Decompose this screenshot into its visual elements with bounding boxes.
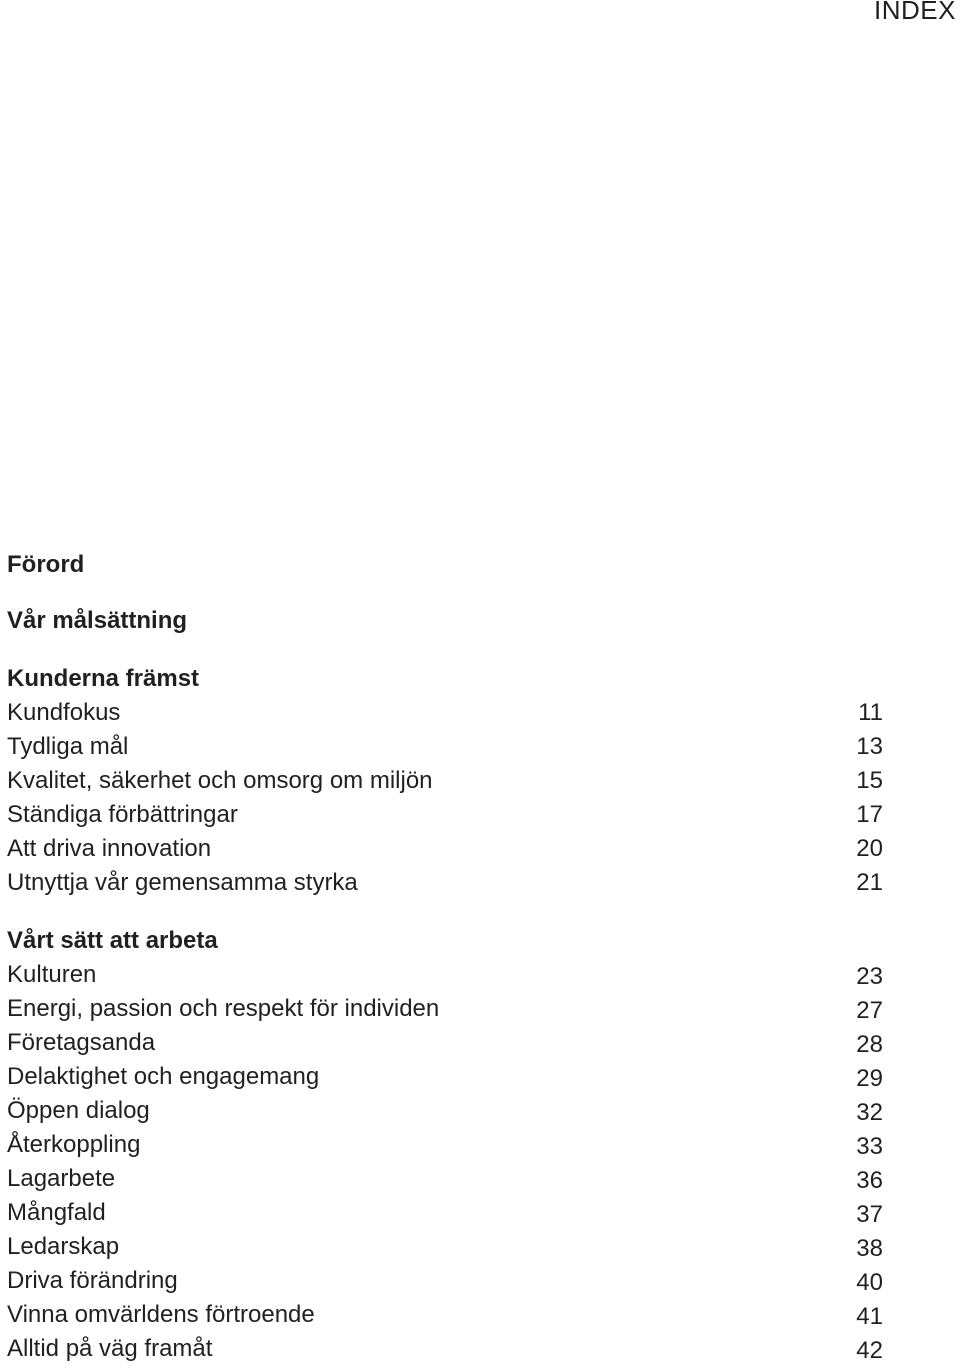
toc-entry-title: Driva förändring xyxy=(7,1267,178,1294)
toc-entry-page-number: 20 xyxy=(856,835,883,862)
toc-entry[interactable] xyxy=(7,1060,883,1094)
toc-entry-title: Kundfokus xyxy=(7,699,121,726)
toc-entry[interactable] xyxy=(7,1230,883,1264)
toc-entry[interactable] xyxy=(7,696,883,730)
toc-entry-title: Delaktighet och engagemang xyxy=(7,1063,320,1090)
table-of-contents xyxy=(7,548,883,1366)
toc-entry[interactable] xyxy=(7,992,883,1026)
toc-entry[interactable] xyxy=(7,832,883,866)
toc-entry-page-number: 23 xyxy=(856,963,883,990)
toc-entry-page-number: 32 xyxy=(856,1099,883,1126)
toc-entry-title: Öppen dialog xyxy=(7,1097,150,1124)
toc-entry-title: Utnyttja vår gemensamma styrka xyxy=(7,869,358,896)
toc-entry-title: Energi, passion och respekt för individen xyxy=(7,995,440,1022)
toc-entry-page-number: 27 xyxy=(856,997,883,1024)
toc-entry-title: Kvalitet, säkerhet och omsorg om miljön xyxy=(7,767,433,794)
toc-entry[interactable] xyxy=(7,730,883,764)
toc-entry-page-number: 41 xyxy=(856,1303,883,1330)
toc-entry[interactable] xyxy=(7,866,883,900)
toc-entry-title: Återkoppling xyxy=(7,1131,141,1158)
toc-entry-list xyxy=(7,958,883,1366)
toc-section-kunderna xyxy=(7,662,883,900)
page-header-title: INDEX xyxy=(874,0,956,25)
toc-entry-title: Tydliga mål xyxy=(7,733,129,760)
toc-entry-page-number: 21 xyxy=(856,869,883,896)
toc-section-heading[interactable]: Vårt sätt att arbeta xyxy=(7,927,218,954)
toc-entry[interactable] xyxy=(7,1298,883,1332)
toc-entry-title: Kulturen xyxy=(7,961,97,988)
toc-entry[interactable] xyxy=(7,958,883,992)
toc-entry-page-number: 38 xyxy=(856,1235,883,1262)
toc-entry-list xyxy=(7,696,883,900)
toc-entry[interactable] xyxy=(7,798,883,832)
toc-entry-page-number: 36 xyxy=(856,1167,883,1194)
toc-entry[interactable] xyxy=(7,764,883,798)
toc-entry-page-number: 40 xyxy=(856,1269,883,1296)
toc-entry-page-number: 28 xyxy=(856,1031,883,1058)
toc-entry[interactable] xyxy=(7,1162,883,1196)
toc-entry-title: Mångfald xyxy=(7,1199,106,1226)
toc-heading-forord[interactable]: Förord xyxy=(7,551,85,578)
toc-entry[interactable] xyxy=(7,1196,883,1230)
toc-entry-page-number: 42 xyxy=(856,1337,883,1364)
toc-entry-title: Alltid på väg framåt xyxy=(7,1335,213,1362)
toc-entry-page-number: 11 xyxy=(858,699,883,726)
toc-entry-page-number: 17 xyxy=(856,801,883,828)
toc-entry-title: Ständiga förbättringar xyxy=(7,801,238,828)
toc-entry[interactable] xyxy=(7,1128,883,1162)
toc-entry-page-number: 15 xyxy=(856,767,883,794)
toc-entry[interactable] xyxy=(7,1264,883,1298)
toc-section-heading[interactable]: Kunderna främst xyxy=(7,665,200,692)
toc-entry-page-number: 13 xyxy=(856,733,883,760)
toc-entry[interactable] xyxy=(7,1332,883,1366)
toc-entry[interactable] xyxy=(7,1026,883,1060)
toc-entry-page-number: 33 xyxy=(856,1133,883,1160)
toc-section-arbeta xyxy=(7,924,883,1366)
toc-entry-page-number: 29 xyxy=(856,1065,883,1092)
toc-entry-title: Företagsanda xyxy=(7,1029,156,1056)
toc-entry-title: Ledarskap xyxy=(7,1233,120,1260)
toc-entry-page-number: 37 xyxy=(856,1201,883,1228)
toc-heading-malsattning[interactable]: Vår målsättning xyxy=(7,607,188,634)
toc-entry-title: Vinna omvärldens förtroende xyxy=(7,1301,315,1328)
toc-entry[interactable] xyxy=(7,1094,883,1128)
toc-entry-title: Att driva innovation xyxy=(7,835,212,862)
toc-entry-title: Lagarbete xyxy=(7,1165,116,1192)
